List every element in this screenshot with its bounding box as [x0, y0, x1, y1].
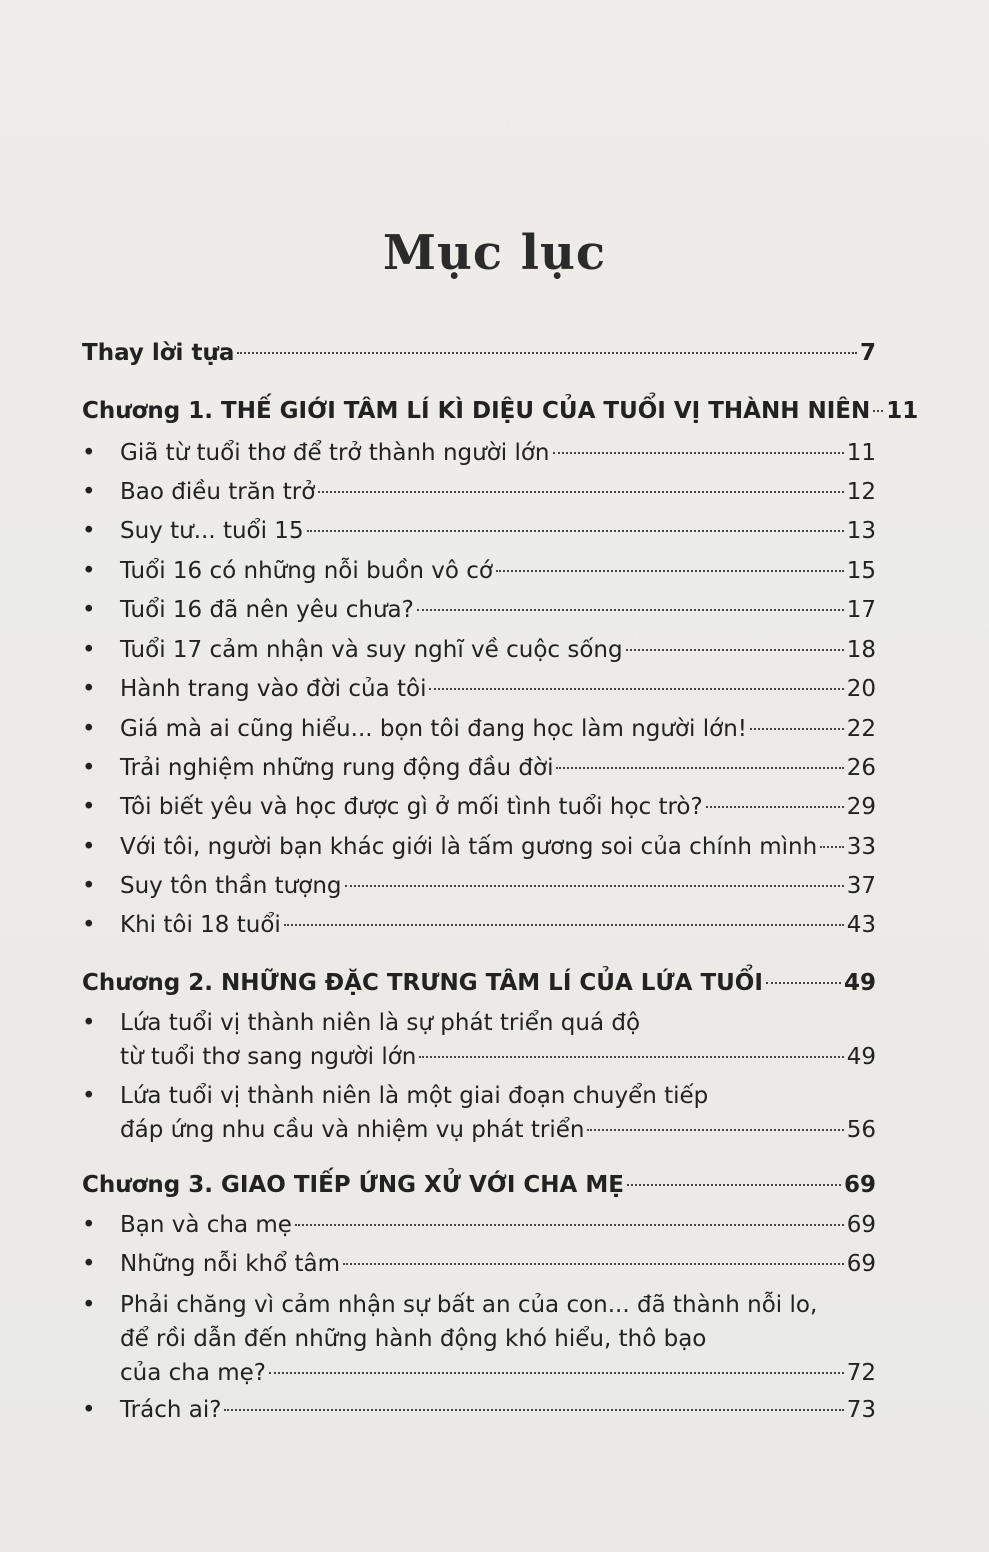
- dot-leader: [284, 924, 844, 926]
- toc-page-number: 69: [846, 1251, 876, 1277]
- toc-page-number: 37: [846, 873, 876, 899]
- toc-page-number: 13: [846, 518, 876, 544]
- toc-entry: [82, 792, 876, 822]
- toc-entry-text: đáp ứng nhu cầu và nhiệm vụ phát triển: [120, 1117, 585, 1143]
- toc-entry-text: Tuổi 16 đã nên yêu chưa?: [120, 597, 414, 623]
- toc-page-number: 26: [846, 755, 876, 781]
- toc-page-number: 20: [846, 676, 876, 702]
- bullet-icon: •: [82, 716, 96, 742]
- toc-page-number: 18: [846, 637, 876, 663]
- toc-page-number: 11: [886, 398, 919, 424]
- toc-entry-last-line: [82, 1356, 876, 1390]
- dot-leader: [318, 491, 843, 493]
- toc-page-number: 15: [846, 558, 876, 584]
- toc-entry-text: Tuổi 16 có những nỗi buồn vô cớ: [120, 558, 493, 584]
- bullet-icon: •: [82, 1010, 96, 1036]
- bullet-icon: •: [82, 873, 96, 899]
- dot-leader: [553, 452, 844, 454]
- toc-entry-text: Những nỗi khổ tâm: [120, 1251, 340, 1277]
- toc-entry: [82, 871, 876, 901]
- toc-entry-last-line: [82, 1113, 876, 1147]
- dot-leader: [269, 1372, 844, 1374]
- bullet-icon: •: [82, 1397, 96, 1423]
- toc-entry: [82, 753, 876, 783]
- dot-leader: [873, 410, 883, 412]
- toc-entry-text: Bạn và cha mẹ: [120, 1212, 292, 1238]
- bullet-icon: •: [82, 479, 96, 505]
- dot-leader: [295, 1224, 844, 1226]
- toc-entry-text: Thay lời tựa: [82, 340, 235, 366]
- toc-entry-text: Trách ai?: [120, 1397, 222, 1423]
- toc-entry-text: Chương 2. NHỮNG ĐẶC TRƯNG TÂM LÍ CỦA LỨA TUỔI: [82, 970, 763, 996]
- toc-entry: [82, 595, 876, 625]
- bullet-icon: •: [82, 676, 96, 702]
- toc-entry-text: Bao điều trăn trở: [120, 479, 316, 505]
- toc-entry: [82, 1210, 876, 1240]
- bullet-icon: •: [82, 637, 96, 663]
- toc-entry-text: của cha mẹ?: [120, 1360, 267, 1386]
- toc-page-number: 29: [846, 794, 876, 820]
- toc-entry-text: Trải nghiệm những rung động đầu đời: [120, 755, 554, 781]
- toc-page-number: 12: [846, 479, 876, 505]
- dot-leader: [766, 982, 841, 984]
- toc-chapter: [82, 396, 919, 426]
- toc-entry-text: Giá mà ai cũng hiểu... bọn tôi đang học làm người lớn!: [120, 716, 747, 742]
- toc-page-number: 33: [846, 834, 876, 860]
- toc-chapter: [82, 1170, 876, 1200]
- toc-entry-text: Khi tôi 18 tuổi: [120, 912, 281, 938]
- dot-leader: [556, 767, 843, 769]
- toc-page-number: 7: [859, 340, 876, 366]
- toc-entry-text-line: Lứa tuổi vị thành niên là một giai đoạn chuyển tiếp: [120, 1083, 709, 1109]
- dot-leader: [587, 1129, 843, 1131]
- toc-page-number: 73: [846, 1397, 876, 1423]
- toc-page-number: 69: [846, 1212, 876, 1238]
- dot-leader: [820, 846, 844, 848]
- toc-page-number: 49: [846, 1044, 876, 1070]
- toc-entry-last-line: [82, 1040, 876, 1074]
- bullet-icon: •: [82, 1292, 96, 1318]
- dot-leader: [343, 1263, 844, 1265]
- dot-leader: [496, 570, 844, 572]
- toc-entry-text: Hành trang vào đời của tôi: [120, 676, 427, 702]
- toc-entry-text: Suy tư... tuổi 15: [120, 518, 304, 544]
- bullet-icon: •: [82, 558, 96, 584]
- bullet-icon: •: [82, 1251, 96, 1277]
- bullet-icon: •: [82, 518, 96, 544]
- toc-chapter: [82, 968, 876, 998]
- bullet-icon: •: [82, 1212, 96, 1238]
- toc-entry: [82, 1395, 876, 1425]
- dot-leader: [750, 728, 844, 730]
- dot-leader: [224, 1409, 843, 1411]
- toc-entry-text-line: Lứa tuổi vị thành niên là sự phát triển quá độ: [120, 1010, 641, 1036]
- toc-entry: [82, 516, 876, 546]
- dot-leader: [627, 1184, 841, 1186]
- toc-page-number: 22: [846, 716, 876, 742]
- toc-entry: [82, 910, 876, 940]
- dot-leader: [307, 530, 844, 532]
- toc-entry-text: Suy tôn thần tượng: [120, 873, 342, 899]
- toc-entry-text: Chương 1. THẾ GIỚI TÂM LÍ KÌ DIỆU CỦA TUỔI VỊ THÀNH NIÊN: [82, 398, 871, 424]
- toc-chapter: [82, 338, 876, 368]
- bullet-icon: •: [82, 597, 96, 623]
- toc-entry-text-line: để rồi dẫn đến những hành động khó hiểu, thô bạo: [120, 1326, 707, 1352]
- toc-entry: [82, 438, 876, 468]
- dot-leader: [429, 688, 843, 690]
- page-title: Mục lục: [382, 225, 607, 281]
- toc-entry-multiline: [82, 1288, 876, 1390]
- dot-leader: [345, 885, 844, 887]
- toc-entry: [82, 556, 876, 586]
- toc-entry-text: Tuổi 17 cảm nhận và suy nghĩ về cuộc sống: [120, 637, 623, 663]
- toc-entry-multiline: [82, 1079, 876, 1147]
- dot-leader: [417, 609, 844, 611]
- toc-entry-text-line: Phải chăng vì cảm nhận sự bất an của con... đã thành nỗi lo,: [120, 1292, 818, 1318]
- toc-entry-text: Với tôi, người bạn khác giới là tấm gương soi của chính mình: [120, 834, 818, 860]
- bullet-icon: •: [82, 912, 96, 938]
- toc-entry: [82, 714, 876, 744]
- toc-entry: [82, 1249, 876, 1279]
- toc-entry-text: Chương 3. GIAO TIẾP ỨNG XỬ VỚI CHA MẸ: [82, 1172, 624, 1198]
- bullet-icon: •: [82, 834, 96, 860]
- dot-leader: [626, 649, 844, 651]
- toc-entry-text: Tôi biết yêu và học được gì ở mối tình tuổi học trò?: [120, 794, 703, 820]
- toc-entry-text: Giã từ tuổi thơ để trở thành người lớn: [120, 440, 550, 466]
- bullet-icon: •: [82, 794, 96, 820]
- toc-entry-multiline: [82, 1006, 876, 1074]
- toc-page-number: 69: [843, 1172, 876, 1198]
- toc-entry-text: từ tuổi thơ sang người lớn: [120, 1044, 417, 1070]
- toc-entry: [82, 635, 876, 665]
- toc-page-number: 72: [846, 1360, 876, 1386]
- dot-leader: [237, 352, 857, 354]
- dot-leader: [419, 1056, 843, 1058]
- bullet-icon: •: [82, 440, 96, 466]
- toc-page-number: 11: [846, 440, 876, 466]
- dot-leader: [706, 806, 844, 808]
- toc-page-number: 56: [846, 1117, 876, 1143]
- bullet-icon: •: [82, 1083, 96, 1109]
- bullet-icon: •: [82, 755, 96, 781]
- toc-page-number: 17: [846, 597, 876, 623]
- toc-entry: [82, 674, 876, 704]
- toc-entry: [82, 832, 876, 862]
- toc-page-number: 43: [846, 912, 876, 938]
- toc-entry: [82, 477, 876, 507]
- toc-page-number: 49: [843, 970, 876, 996]
